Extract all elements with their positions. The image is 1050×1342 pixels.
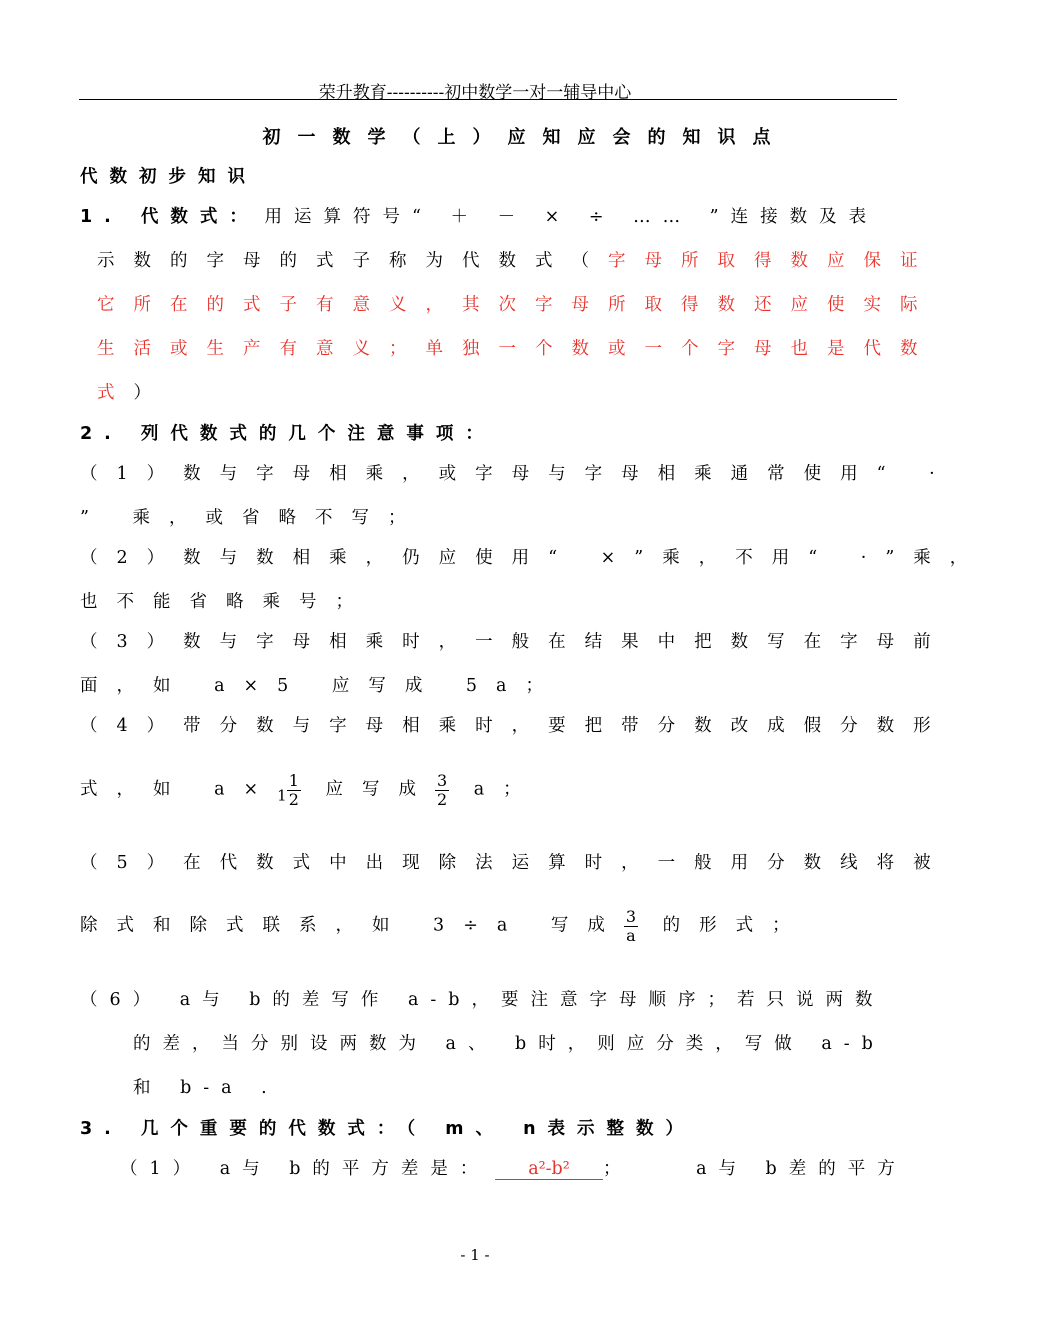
p3-item1-next: a与 b差的平方 (696, 1159, 907, 1179)
p2-item4-a: （4）带分数与字母相乘时，要把带分数改成假分数形 (80, 716, 950, 736)
p1-red-e: 式 (97, 383, 134, 403)
fraction-denominator: 2 (436, 789, 448, 809)
p2-item1-a: （1）数与字母相乘，或字母与字母相乘通常使用“ · (80, 464, 954, 484)
p2-item4-b-mid: 应写成 (325, 779, 435, 800)
p1-line-4: 生活或生产有意义；单独一个数或一个字母也是代数 (97, 339, 937, 359)
answer-blank: a²-b² (495, 1159, 603, 1180)
p3-item1-pre: （1） a与 b的平方差是： (120, 1159, 490, 1179)
p2-item4-b-pre: 式，如 a× (80, 779, 278, 800)
fraction-numerator: 3 (625, 907, 637, 926)
document-title: 初一数学（上）应知应会的知识点 (262, 127, 788, 148)
p3-label: 3. 几个重要的代数式：（ m、 n表示整数） (80, 1119, 696, 1139)
section-heading: 代数初步知识 (80, 167, 257, 187)
p1-line-3: 它所在的式子有意义，其次字母所取得数还应使实际 (97, 295, 937, 315)
p2-item2-a: （2）数与数相乘，仍应使用“ ×”乘，不用“ ·”乘， (80, 548, 987, 568)
p1-label: 1. 代数式： (80, 207, 259, 227)
p1-line-2 (97, 247, 937, 272)
p2-item5-a: （5）在代数式中出现除法运算时，一般用分数线将被 (80, 853, 950, 873)
p1-line-5 (97, 379, 902, 404)
p1-text-b: 示数的字母的式子称为代数式（ (97, 251, 608, 271)
fraction-numerator: 1 (288, 771, 299, 790)
p1-text-a: 用运算符号“ ＋ － × ÷ …… ”连接数及表 (264, 207, 879, 227)
fraction-one-half (287, 772, 301, 808)
header-rule (79, 99, 897, 100)
p2-item6-c: 和 b-a . (133, 1078, 279, 1098)
p3-item1 (120, 1155, 907, 1180)
p2-item4-b (80, 772, 885, 808)
fraction-denominator: 2 (288, 789, 299, 809)
p2-item6-a: （6） a与 b的差写作 a-b，要注意字母顺序；若只说两数 (80, 990, 885, 1010)
fraction-three-over-a (624, 908, 638, 944)
p2-label: 2. 列代数式的几个注意事项： (80, 424, 495, 444)
p2-item1-b: ” 乘，或省略不写； (80, 508, 425, 528)
fraction-three-halves (435, 772, 449, 808)
p1-line-1 (80, 203, 885, 228)
p2-item3-a: （3）数与字母相乘时，一般在结果中把数写在字母前 (80, 632, 950, 652)
p2-item5-b-post: 的形式； (662, 915, 809, 936)
p2-item4-b-post: a； (473, 779, 540, 800)
page-header: 荣升教育----------初中数学一对一辅导中心 (318, 83, 632, 103)
p2-item6-b: 的差，当分别设两数为 a、 b时，则应分类，写做 a-b (133, 1034, 885, 1054)
p2-item3-b: 面，如 a×5 应写成 5a； (80, 676, 562, 696)
p1-close-e: ） (133, 383, 151, 403)
p1-red-b: 字母所取得数应保证 (608, 251, 937, 271)
fraction-numerator: 3 (436, 771, 448, 790)
p2-item5-b (80, 908, 885, 944)
p2-item5-b-pre: 除式和除式联系，如 3÷a 写成 (80, 915, 624, 936)
mixed-number-whole: 1 (277, 786, 287, 805)
p3-item1-post: ； (602, 1159, 621, 1179)
fraction-denominator: a (626, 925, 636, 945)
p2-item2-b: 也不能省略乘号； (80, 592, 372, 612)
page-number: - 1 - (460, 1246, 490, 1264)
